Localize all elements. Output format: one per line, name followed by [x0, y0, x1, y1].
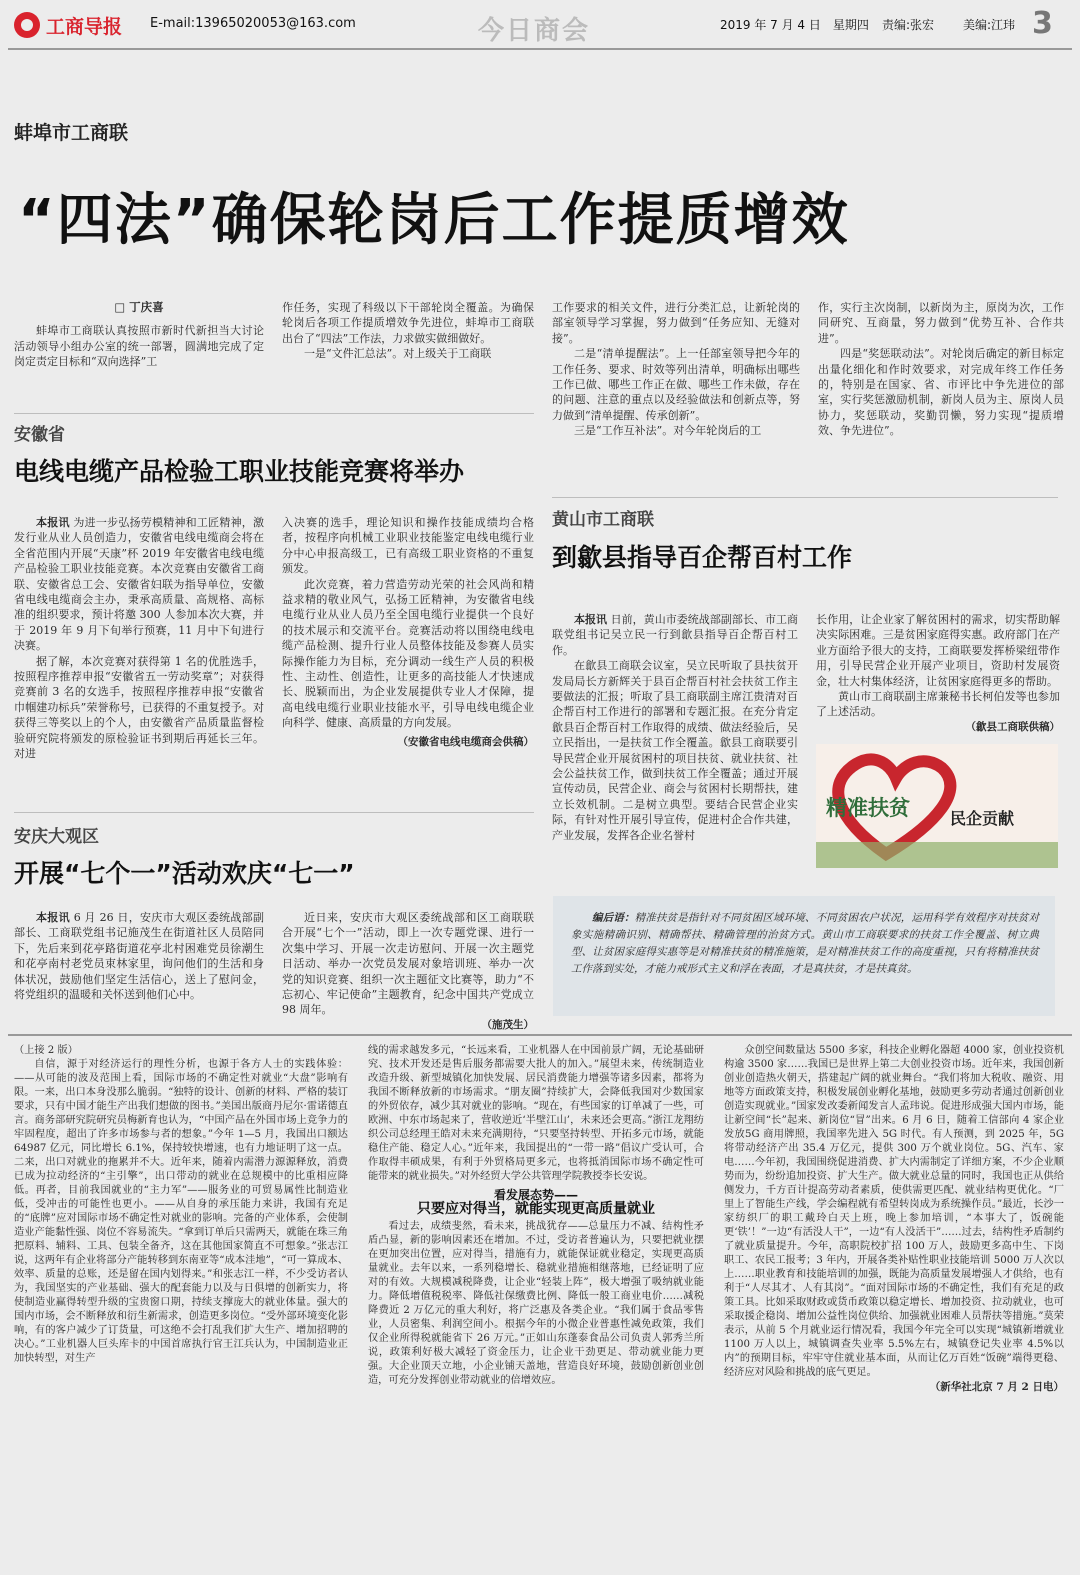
paper-name: 工商导报: [46, 16, 123, 38]
article3-lead: 本报讯: [36, 911, 70, 924]
article1-para: 作，实行主次岗制，以新岗为主，原岗为次，工作同研究、互商量，努力做到“优势互补、合作共进”。: [818, 301, 1064, 345]
article2-col2: [282, 515, 534, 750]
article5-para: 自信，源于对经济运行的理性分析，也源于各方人士的实践体验：——从可能的波及范围上看，国际市场的不确定性对就业“大盘”影响有限。一来，出口本身没那么脆弱。“独特的设计、创新的材料、严格的装订要求，只有中国才能生产出我们想做的图书。”美国出版商丹尼尔·雷诺德直言。商务部研究院研究员梅新育也认为，“中国产品在外国市场上竞争力的牢固程度，超出了许多市场参与者的想象。”今年 1—5 月，我国出口额达 64987 亿元，同比增长 6.1%，保持较快增速，也有力地证明了这一点。二来，出口对就业的拖累并不大。近年来，随着内需潜力源源释放，消费已成为拉动经济的“主引擎”，出口带动的就业在总规模中的比重相应降低。再者，目前我国就业的“主力军”——服务业的可贸易属性比制造业低，受冲击的可能性也更小。——从自身的承压能力来讲，我国有充足的“底牌”应对国际市场不确定性对就业的影响。完备的产业体系，会使制造业产能黏性强、岗位不容易流失。“拿到订单后只需两天，就能在珠三角把原料、辅料、工具、包装全备齐，这在其他国家简直不可想象。”张志江说，这两年有企业将部分产能转移到东南亚等“成本洼地”，“可一算成本、效率、质量的总账，还是留在国内划得来。”和张志江一样，不少受访者认为，我国坚实的产业基础、强大的配套能力以及与日俱增的创新实力，将使制造业赢得转型升级的宝贵窗口期，持续支撑庞大的就业体量。强大的国内市场，会不断释放和衍生新需求，创造更多岗位。“受外部环境变化影响，有的客户减少了订货量，可这绝不会打乱我们扩大生产、增加招聘的决心。”工业机器人巨头库卡的中国首席执行官王江兵认为，中国制造业正加快转型，对生产: [14, 1059, 348, 1364]
article3-credit: （施茂生）: [481, 1018, 534, 1031]
article3-para: 近日来，安庆市大观区委统战部和区工商联联合开展“七个一”活动，即上一次专题党课、进行一次集中学习、开展一次走访慰问、开展一次主题党日活动、举办一次党员发展对象培训班、举办一次党的知识竞赛、组织一次主题征文比赛等，助力“不忘初心、牢记使命”主题教育，纪念中国共产党成立 98 周年。: [282, 911, 534, 1017]
article1-para: 四是“奖惩联动法”。对轮岗后确定的新目标定出量化细化和作时效要求，对完成年终工作任务的，特别是在国家、省、市评比中争先进位的部室，实行奖惩激励机制，新岗人员为主、原岗人员协力，奖惩联动，奖勤罚懒，努力实现“提质增效、争先进位”。: [818, 347, 1064, 438]
photo-subtitle: 民企贡献: [950, 809, 1015, 828]
article1-para: 工作要求的相关文件，进行分类汇总，让新轮岗的部室领导学习掌握，努力做到“任务应知、无缝对接”。: [552, 301, 800, 345]
article3-col2: [282, 910, 534, 1033]
article3-kicker: 安庆大观区: [14, 827, 99, 847]
article1-col4: [818, 300, 1064, 439]
article2-col1: [14, 515, 264, 762]
page-number: 3: [1032, 6, 1053, 41]
masthead-divider: [8, 48, 1072, 50]
divider: [552, 497, 1058, 498]
article5-sub-kicker: 看发展态势——: [493, 1188, 578, 1202]
editor-note-label: 编后语：: [592, 912, 635, 924]
article1-para: 蚌埠市工商联认真按照市新时代新担当大讨论活动领导小组办公室的统一部署，圆满地完成了定岗定责定目标和“双向选择”工: [14, 324, 264, 369]
section-name: 今日商会: [478, 16, 591, 46]
article2-lead: 本报讯: [36, 516, 70, 529]
article2-para: 入决赛的选手，理论知识和操作技能成绩均合格者，按程序向机械工业职业技能鉴定电线电缆行业分中心申报高级工，已有高级工职业资格的不重复颁发。: [282, 516, 534, 576]
article2-para: 此次竞赛，着力营造劳动光荣的社会风尚和精益求精的敬业风气，弘扬工匠精神，为安徽省电线电缆行业从业人员乃至全国电缆行业提供一个良好的技术展示和交流平台。竞赛活动将以围绕电线电缆产品检测、提升行业人员整体技能及参赛人员实际操作能力为目标，充分调动一线生产人员的积极性、主动性、创造性，让更多的高技能人才快速成长、脱颖而出，为企业发展提供专业人才保障，提高电线电缆行业职业技能水平，引导电线电缆企业向科学、健康、高质量的方向发展。: [282, 577, 534, 730]
issue-date: 2019 年 7 月 4 日 星期四: [720, 18, 869, 32]
art-editor: 美编:江玮: [963, 18, 1016, 32]
article4-col1: [552, 612, 798, 843]
article5-col1: [14, 1044, 348, 1366]
article1-para: 一是“文件汇总法”。对上级关于工商联: [304, 347, 492, 361]
article1-para: 二是“清单提醒法”。上一任部室领导把今年的工作任务、要求、时效等列出清单，明确标出哪些工作已做、哪些工作正在做、哪些工作未做，存在的问题、注意的重点以及经验做法和创新点等，努力做到“清单提醒、传承创新”。: [552, 347, 800, 422]
article4-kicker: 黄山市工商联: [552, 510, 654, 530]
article1-title: “四法”确保轮岗后工作提质增效: [18, 188, 850, 253]
poverty-alleviation-image: [816, 744, 1058, 868]
article3-col1: [14, 910, 264, 1002]
article4-title: 到歙县指导百企帮百村工作: [552, 543, 853, 572]
article5-para: 看过去，成绩斐然，看未来，挑战犹存——总量压力不减、结构性矛盾凸显，新的影响因素还在增加。不过，受访者普遍认为，只要把就业摆在更加突出位置，应对得当，措施有力，就能保证就业稳定，实现更高质量就业。去年以来，一系列稳增长、稳就业措施相继落地，已经证明了应对的有效。大规模减税降费，让企业“轻装上阵”，极大增强了吸纳就业能力。降低增值税税率、降低社保缴费比例、降低一般工商业电价……减税降费近 2 万亿元的重大利好，将广泛惠及各类企业。“我们属于食品零售业，人员密集、利润空间小。根据今年的小微企业普惠性减免政策，我们仅企业所得税就能省下 26 万元。”正如山东蓬泰食品公司负责人郭秀兰所说，政策利好极大减轻了资金压力，让企业干劲更足、带动就业能力更强。大企业顶天立地，小企业铺天盖地，营造良好环境，鼓励创新创业创造，可充分发挥创业带动就业的倍增效应。: [368, 1221, 704, 1386]
article5-credit: （新华社北京 7 月 2 日电）: [929, 1381, 1064, 1393]
article2-kicker: 安徽省: [14, 425, 65, 445]
article5-para: 众创空间数量达 5500 多家，科技企业孵化器超 4000 家，创业投资机构逾 3500 家……我国已是世界上第二大创业投资市场。近年来，我国创新创业创造热火朝天，搭建起广阔的就业舞台。“我们将加大税收、融资、用地等方面政策支持，积极发展创业孵化基地，鼓励更多劳动者通过创新创业创造实现就业。”国家发改委新闻发言人孟玮说。促进形成强大国内市场，能让新空间“长”起来、新岗位“冒”出来。6 月 6 日，随着工信部向 4 家企业发放5G 商用牌照，我国率先进入 5G 时代。有人预测，到 2025 年，5G 将带动经济产出 35.4 万亿元，提供 300 万个就业岗位。5G、汽车、家电……今年初，我国围绕促进消费、扩大内需制定了详细方案，不少企业顺势而为，纷纷追加投资、扩大生产。做大就业总量的同时，我国也正从供给侧发力，千方百计提高劳动者素质，使供需更匹配、就业结构更优化。“厂里上了智能生产线，学会编程就有希望转岗成为系统操作员。”最近，长沙一家纺织厂的职工戴玲白天上班，晚上参加培训，“本事大了，饭碗能更‘铁’！”一边“有活没人干”，一边“有人没活干”……过去，结构性矛盾制约了就业质量提升。今年，高职院校扩招 100 万人，鼓励更多高中生、下岗职工、农民工报考；3 年内，开展各类补贴性职业技能培训 5000 万人次以上……职业教育和技能培训的加强，既能为高质量发展增强人才供给，也有利于“人尽其才、人有其岗”。“面对国际市场的不确定性，我们有充足的政策工具。比如采取财政或货币政策以稳定增长、增加投资、拉动就业，也可采取援企稳岗、增加公益性岗位供给、加强就业困难人员帮扶等措施。”莫荣表示，从前 5 个月就业运行情况看，我国今年完全可以实现“城镇新增就业 1100 万人以上，城镇调查失业率 5.5%左右，城镇登记失业率 4.5%以内”的预期目标，牢牢守住就业基本面，从而让亿万百姓“饭碗”端得更稳、经济应对风险和挑战的底气更足。: [724, 1045, 1064, 1378]
article1-byline: □ 丁庆喜: [114, 300, 164, 314]
article5-para: 线的需求越发多元，“长远来看，工业机器人在中国前景广阔，无论基础研究、技术开发还是售后服务都需要大批人的加入。”展望未来，传统制造业改造升级、新型城镇化加快发展、居民消费能力增强等诸多因素，都将为我国不断释放新的市场需求。“朋友圈”持续扩大，会降低我国对少数国家的外贸依存，减少其对就业的影响。“现在，有些国家的订单减了一些，可欧洲、中东市场起来了，营收逆近‘半壁江山’，未来还会更高。”浙江龙翔纺织公司总经理王皓对未来充满期待，“只要坚持转型、开拓多元市场，就能稳住产能、稳定人心。”近年来，我国提出的“一带一路”倡议广受认可，合作取得丰硕成果，有利于外贸格局更多元，也将抵消国际市场不确定性可能带来的就业损失。”对外经贸大学公共管理学院教授李长安说。: [368, 1045, 704, 1182]
article1-col2: [282, 300, 534, 362]
divider: [14, 812, 534, 813]
contact-email: E-mail:13965020053@163.com: [150, 16, 356, 31]
article5-continued: （上接 2 版）: [14, 1045, 78, 1056]
article4-credit: （歙县工商联供稿）: [965, 720, 1060, 733]
article4-para: 黄山市工商联副主席兼秘书长柯伯发等也参加了上述活动。: [816, 690, 1060, 719]
editor-note-text: 精准扶贫是指针对不同贫困区域环境、不同贫困农户状况，运用科学有效程序对扶贫对象实施精确识别、精确帮扶、精确管理的治贫方式。黄山市工商联要求的扶贫工作全覆盖、树立典型、让贫困家庭得实惠等是对精准扶贫的精准施策，是对精准扶贫工作的高度重视，只有将精准扶贫工作落到实处，才能力戒形式主义和浮在表面，才是真扶贫，才是扶真贫。: [571, 912, 1040, 975]
article1-col1: [14, 300, 264, 370]
responsible-editor: 责编:张宏: [882, 18, 935, 32]
article2-credit: （安徽省电线电缆商会供稿）: [397, 735, 534, 748]
article4-para: 在歙县工商联会议室，吴立民听取了县扶贫开发局局长方新辉关于县百企帮百村社会扶贫工作主要做法的汇报；听取了县工商联副主席江贵清对百企帮百村工作进行的部署和专题汇报。在充分肯定歙县百企帮百村工作取得的成绩、做法经验后，吴立民指出，一是扶贫工作全覆盖。歙县工商联要引导民营企业开展贫困村的项目扶贫、就业扶贫、社会公益扶贫工作，做到扶贫工作全覆盖；通过开展宣传动员，民营企业、商会与贫困村长期帮扶，建立长效机制。二是树立典型。要结合民营企业实际，有针对性开展引导宣传，促进村企合作共建，产业发展，发挥各企业名誉村: [552, 659, 798, 842]
article2-para: 为进一步弘扬劳模精神和工匠精神，激发行业从业人员创造力，安徽省电线电缆商会将在全省范围内开展“天康”杯 2019 年安徽省电线电缆产品检验工职业技能竞赛。本次竞赛由安徽省工商联、安徽省总工会、安徽省妇联为指导单位，安徽省电线电缆商会主办，秉承高质量、高规格、高标准的组织要求，预计将邀 300 人参加本次大赛，并于 2019 年 9 月下旬举行预赛，11 月中下旬进行决赛。: [14, 516, 265, 653]
article1-kicker: 蚌埠市工商联: [14, 122, 129, 144]
article5-sub-title: 只要应对得当，就能实现更高质量就业: [417, 1201, 655, 1217]
article5-col3: [724, 1044, 1064, 1394]
article1-para: 作任务，实现了科级以下干部轮岗全覆盖。为确保轮岗后各项工作提质增效争先进位，蚌埠市工商联出台了“四法”工作法，力求做实做细做好。: [282, 301, 534, 345]
article2-title: 电线电缆产品检验工职业技能竞赛将举办: [14, 457, 465, 486]
section-divider: [8, 1034, 1072, 1036]
editor-note: [571, 910, 1039, 978]
article4-col2: [816, 612, 1060, 735]
article1-col3: [552, 300, 800, 439]
article4-para: 长作用，让企业家了解贫困村的需求，切实帮助解决实际困难。三是贫困家庭得实惠。政府部门在产业方面给予很大的支持，工商联要发挥桥梁纽带作用，引导民营企业开展产业项目，资助村发展资金，壮大村集体经济，让贫困家庭得更多的帮助。: [816, 613, 1060, 688]
article4-para: 日前，黄山市委统战部副部长、市工商联党组书记吴立民一行到歙县指导百企帮百村工作。: [552, 613, 799, 657]
article2-para: 据了解，本次竞赛对获得第 1 名的优胜选手，按照程序推荐申报“安徽省五一劳动奖章”；对获得竞赛前 3 名的女选手，按照程序推荐申报“安徽省巾帼建功标兵”荣誉称号，已获得的不重复授予。对获得三等奖以上的个人，由安徽省产品质量监督检验研究院将颁发的原检验证书到期后再延长三年。对进: [14, 654, 264, 761]
editor-note-box: [553, 896, 1055, 1016]
article3-para: 6 月 26 日，安庆市大观区委统战部副部长、工商联党组书记施茂生在街道社区人员陪同下，先后来到花亭路街道花亭北村困难党员徐潮生和花亭南村老党员束林家里，询问他们的生活和身体状况，鼓励他们坚定生活信心，送上了慰问金，将党组织的温暖和关怀送到他们心中。: [14, 911, 265, 1002]
newspaper-logo-icon: [14, 12, 40, 38]
article1-para: 三是“工作互补法”。对今年轮岗后的工: [574, 424, 762, 438]
divider: [14, 413, 534, 414]
article5-col2: [368, 1044, 704, 1388]
article4-lead: 本报讯: [574, 613, 608, 626]
photo-title: 精准扶贫: [826, 796, 910, 820]
masthead: [0, 0, 1080, 52]
article3-title: 开展“七个一”活动欢庆“七一”: [14, 859, 355, 888]
